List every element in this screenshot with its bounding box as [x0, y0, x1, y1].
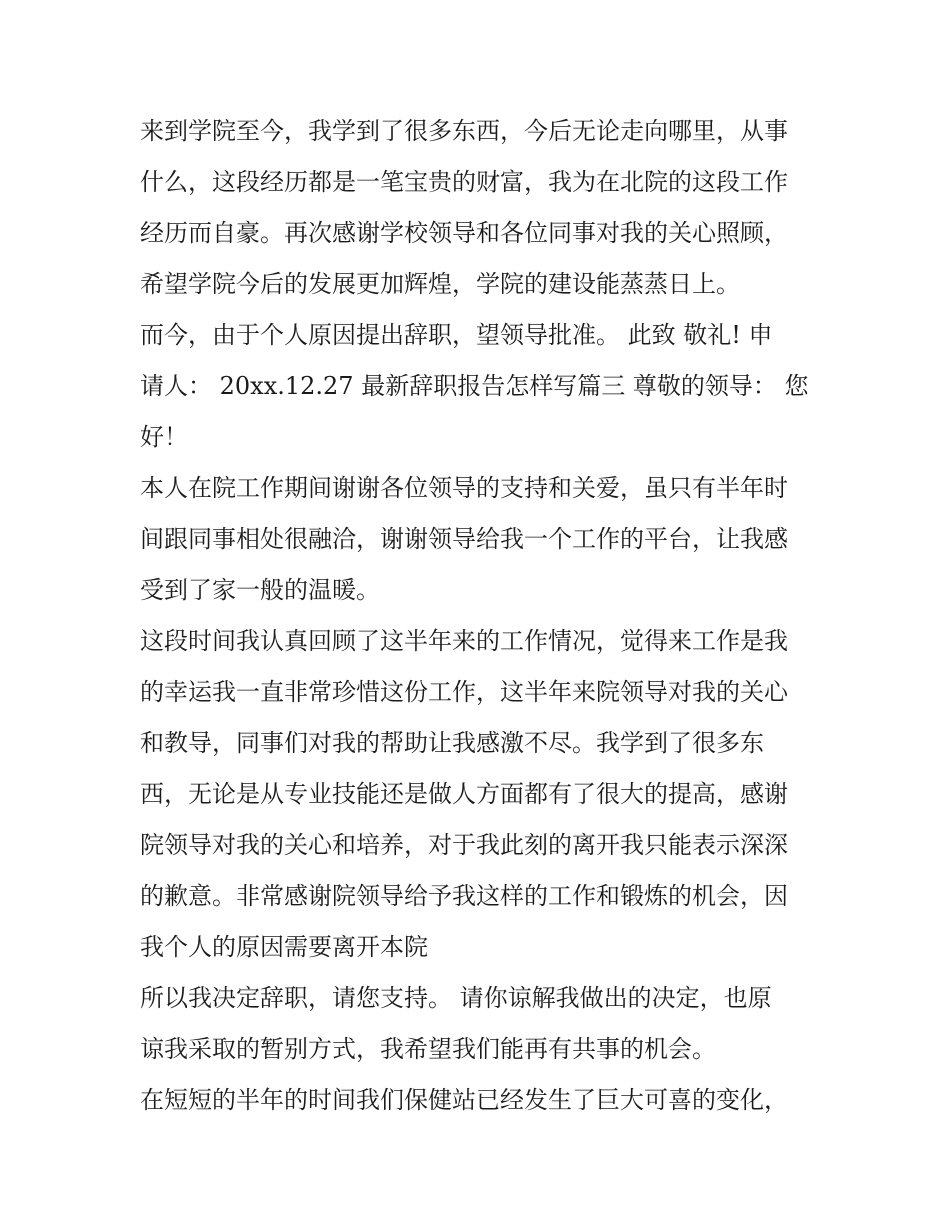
document-body — [140, 106, 820, 1126]
text-line: 我个人的原因需要离开本院 — [140, 933, 428, 961]
text-line: 所以我决定辞职，请您支持。 请你谅解我做出的决定，也原 — [140, 984, 772, 1012]
text-line: 什么，这段经历都是一笔宝贵的财富，我为在北院的这段工作 — [140, 168, 788, 196]
text-line: 这段时间我认真回顾了这半年来的工作情况，觉得来工作是我 — [140, 627, 788, 655]
text-line: 而今，由于个人原因提出辞职，望领导批准。 此致 敬礼! 申 — [140, 321, 773, 349]
text-line: 在短短的半年的时间我们保健站已经发生了巨大可喜的变化， — [140, 1086, 788, 1114]
text-line: 西，无论是从专业技能还是做人方面都有了很大的提高，感谢 — [140, 780, 788, 808]
text-line: 院领导对我的关心和培养，对于我此刻的离开我只能表示深深 — [140, 831, 788, 859]
text-line: 的幸运我一直非常珍惜这份工作，这半年来院领导对我的关心 — [140, 678, 788, 706]
text-line: 间跟同事相处很融洽，谢谢领导给我一个工作的平台，让我感 — [140, 525, 788, 553]
text-line: 经历而自豪。再次感谢学校领导和各位同事对我的关心照顾， — [140, 219, 788, 247]
text-line: 本人在院工作期间谢谢各位领导的支持和关爱，虽只有半年时 — [140, 474, 788, 502]
text-line: 的歉意。非常感谢院领导给予我这样的工作和锻炼的机会，因 — [140, 882, 788, 910]
text-line: 请人： 20xx.12.27 最新辞职报告怎样写篇三 尊敬的领导： 您 — [140, 372, 809, 400]
text-line: 希望学院今后的发展更加辉煌，学院的建设能蒸蒸日上。 — [140, 270, 740, 298]
text-line: 谅我采取的暂别方式，我希望我们能再有共事的机会。 — [140, 1035, 716, 1063]
text-line: 和教导，同事们对我的帮助让我感激不尽。我学到了很多东 — [140, 729, 764, 757]
text-line: 来到学院至今，我学到了很多东西，今后无论走向哪里，从事 — [140, 117, 788, 145]
text-line: 受到了家一般的温暖。 — [140, 576, 380, 604]
text-line: 好！ — [140, 423, 188, 451]
